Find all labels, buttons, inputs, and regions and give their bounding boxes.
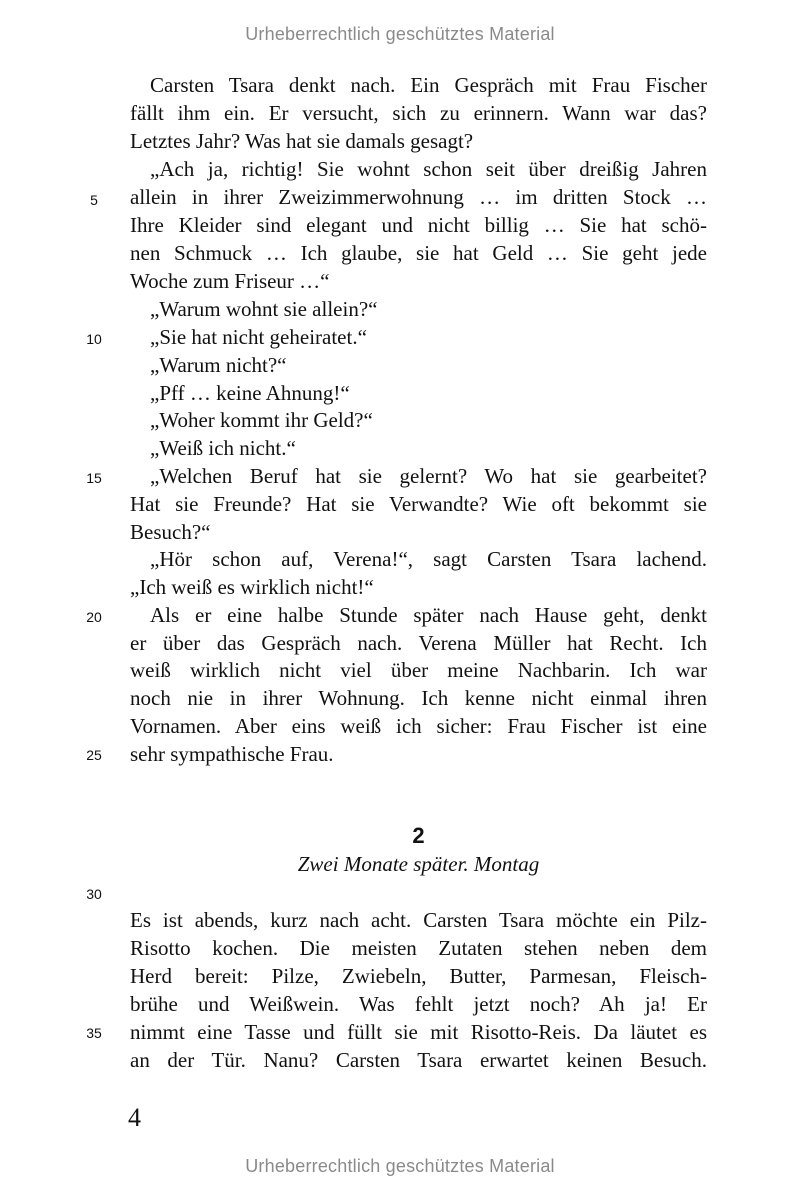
text-line: fällt ihm ein. Er versucht, sich zu erinnern. Wann war das? xyxy=(130,101,707,125)
text-line: „Pff … keine Ahnung!“ xyxy=(150,381,350,405)
text-line: nen Schmuck … Ich glaube, sie hat Geld … Sie geht jede xyxy=(130,241,707,265)
text-line: allein in ihrer Zweizimmerwohnung … im dritten Stock … xyxy=(130,185,707,209)
text-line: „Warum wohnt sie allein?“ xyxy=(150,297,378,321)
text-line: „Weiß ich nicht.“ xyxy=(150,436,296,460)
line-number: 30 xyxy=(86,886,102,902)
line-number: 10 xyxy=(86,331,102,347)
text-line: nimmt eine Tasse und füllt sie mit Risotto-Reis. Da läutet es xyxy=(130,1020,707,1044)
text-line: Vornamen. Aber eins weiß ich sicher: Frau Fischer ist eine xyxy=(130,714,707,738)
text-line: Als er eine halbe Stunde später nach Hause geht, denkt xyxy=(150,603,707,627)
text-line: „Hör schon auf, Verena!“, sagt Carsten Tsara lachend. xyxy=(150,547,707,571)
text-line: sehr sympathische Frau. xyxy=(130,742,334,766)
text-line: Risotto kochen. Die meisten Zutaten stehen neben dem xyxy=(130,936,707,960)
text-line: Woche zum Friseur …“ xyxy=(130,269,330,293)
text-line: brühe und Weißwein. Was fehlt jetzt noch? Ah ja! Er xyxy=(130,992,707,1016)
text-line: Es ist abends, kurz nach acht. Carsten Tsara möchte ein Pilz- xyxy=(130,908,707,932)
text-line: Letztes Jahr? Was hat sie damals gesagt? xyxy=(130,129,474,153)
copyright-watermark-bottom: Urheberrechtlich geschütztes Material xyxy=(245,1156,555,1176)
text-line: Hat sie Freunde? Hat sie Verwandte? Wie oft bekommt sie xyxy=(130,492,707,516)
text-line: an der Tür. Nanu? Carsten Tsara erwartet keinen Besuch. xyxy=(130,1048,707,1072)
chapter-number: 2 xyxy=(412,823,425,848)
copyright-watermark-top: Urheberrechtlich geschütztes Material xyxy=(245,24,555,44)
text-line: „Welchen Beruf hat sie gelernt? Wo hat sie gearbeitet? xyxy=(150,464,707,488)
text-line: weiß wirklich nicht viel über meine Nachbarin. Ich war xyxy=(130,658,707,682)
text-line: „Sie hat nicht geheiratet.“ xyxy=(150,325,367,349)
text-line: „Ach ja, richtig! Sie wohnt schon seit über dreißig Jahren xyxy=(150,157,707,181)
text-line: noch nie in ihrer Wohnung. Ich kenne nicht einmal ihren xyxy=(130,686,707,710)
text-line: Herd bereit: Pilze, Zwiebeln, Butter, Parmesan, Fleisch- xyxy=(130,964,707,988)
text-line: Ihre Kleider sind elegant und nicht billig … Sie hat schö- xyxy=(130,213,707,237)
text-line: „Woher kommt ihr Geld?“ xyxy=(150,408,373,432)
line-number: 20 xyxy=(86,609,102,625)
chapter-subtitle: Zwei Monate später. Montag xyxy=(297,852,540,876)
text-line: „Ich weiß es wirklich nicht!“ xyxy=(130,575,374,599)
text-line: Besuch?“ xyxy=(130,520,211,544)
line-number: 25 xyxy=(86,747,102,763)
line-number: 5 xyxy=(90,192,98,208)
page-number: 4 xyxy=(128,1103,141,1132)
text-line: er über das Gespräch nach. Verena Müller hat Recht. Ich xyxy=(130,631,707,655)
text-line: „Warum nicht?“ xyxy=(150,353,287,377)
line-number: 35 xyxy=(86,1025,102,1041)
line-number: 15 xyxy=(86,470,102,486)
text-line: Carsten Tsara denkt nach. Ein Gespräch mit Frau Fischer xyxy=(150,73,707,97)
